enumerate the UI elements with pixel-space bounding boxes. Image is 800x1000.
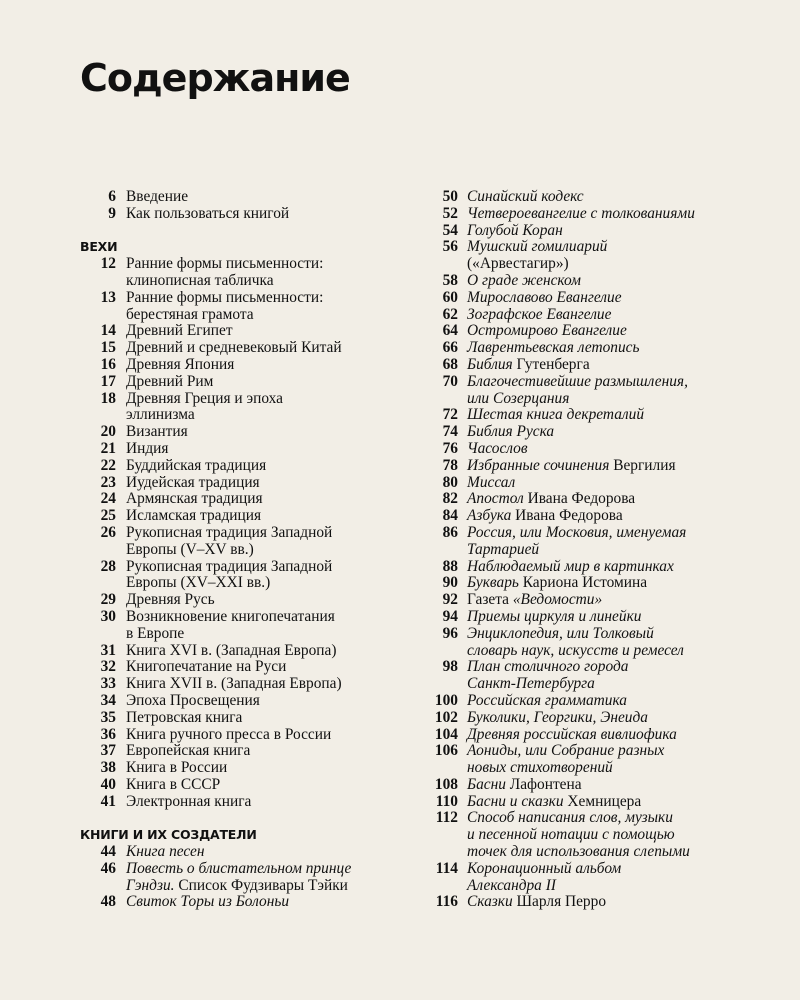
page-number: 112 [435,809,458,827]
entry-title-italic: Четвероевангелие с толкованиями [467,204,695,222]
entry-title: Книга в СССР [126,775,221,793]
entry-title [467,323,790,340]
page-number: 23 [100,473,116,491]
toc-entry [80,609,410,643]
entry-title: Иудейская традиция [126,473,260,491]
page-number: 68 [442,355,458,373]
page-number: 58 [442,271,458,289]
toc-entry [80,643,410,660]
page-number: 70 [442,372,458,390]
toc-entry [80,475,410,492]
entry-title [467,710,790,727]
entry-title [467,374,790,408]
entry-title-italic: Басни [467,775,506,793]
toc-entry [420,743,790,777]
entry-title [467,307,790,324]
toc-entry [80,710,410,727]
page-number: 108 [434,775,458,793]
page-number: 96 [442,624,458,642]
entry-title-italic: Азбука [467,507,512,525]
page-number: 80 [442,473,458,491]
entry-title: Буддийская традиция [126,456,267,474]
entry-title-italic: Синайский кодекс [467,188,584,205]
page-number: 32 [100,658,116,676]
entry-title-italic: Способ написания слов, музыки и песенной нотации с помощью точек для использования слепыми [467,809,690,861]
toc-entry [80,844,410,861]
toc-entry [80,592,410,609]
toc-entry [420,659,790,693]
page-number: 34 [100,691,116,709]
page-number: 82 [442,490,458,508]
entry-title [467,894,790,911]
entry-title: Эпоха Просвещения [126,691,260,709]
page-number: 15 [100,339,116,357]
entry-title: Древняя Япония [126,355,235,373]
toc-entry [80,743,410,760]
toc-entry [420,458,790,475]
toc-entry [80,374,410,391]
toc-entry [420,727,790,744]
toc-entry [80,894,410,911]
entry-title [467,206,790,223]
toc-entry [420,525,790,559]
toc-entry [80,206,410,223]
entry-title-rest: Шарля Перро [512,893,607,911]
page-number: 64 [442,322,458,340]
entry-title [467,727,790,744]
entry-title-italic: Российская грамматика [467,691,627,709]
toc-entry [420,794,790,811]
entry-title-italic: Россия, или Московия, именуемая Тартарией [467,523,687,558]
page-title: Содержание [80,56,350,100]
entry-title [126,844,410,861]
entry-title: Византия [126,423,188,441]
toc-entry [420,777,790,794]
entry-title-italic: Приемы циркуля и линейки [467,607,642,625]
toc-entry [420,894,790,911]
toc-entry [420,508,790,525]
toc-entry [420,475,790,492]
toc-entry [420,710,790,727]
toc-entry [80,458,410,475]
page-number: 13 [100,288,116,306]
toc-entry [420,307,790,324]
toc-entry [80,525,410,559]
page-number: 46 [100,859,116,877]
entry-title-rest: Кариона Истомина [518,574,648,592]
entry-title [467,424,790,441]
toc-right-column [420,189,790,911]
page-number: 25 [100,507,116,525]
entry-title [467,273,790,290]
entry-title-italic: Сказки [467,893,513,911]
books-list [80,844,410,911]
entry-title: Древняя Русь [126,591,215,609]
entry-title-italic: Свиток Торы из Болоньи [126,893,290,911]
entry-title [467,559,790,576]
entry-title: Ранние формы письменности: берестяная грамота [126,288,324,323]
toc-entry [420,273,790,290]
page-number: 106 [434,742,458,760]
entry-title-prefix: Газета [467,591,513,609]
entry-title [467,357,790,374]
page-number: 40 [100,775,116,793]
toc-entry [80,323,410,340]
page-number: 74 [442,423,458,441]
entry-title-italic: Миссал [467,473,516,491]
page-number: 72 [442,406,458,424]
page-number: 12 [100,255,116,273]
toc-entry [80,441,410,458]
page-number: 56 [442,238,458,256]
entry-title: Книга в России [126,759,228,777]
entry-title-italic: Повесть о блистательном принце Гэндзи. [126,859,352,894]
entry-title [467,659,790,693]
entry-title [467,743,790,777]
entry-title: Книгопечатание на Руси [126,658,287,676]
toc-entry [420,407,790,424]
entry-title-italic: Книга песен [126,843,205,861]
entry-title: Древний Рим [126,372,214,390]
entry-title [467,592,790,609]
entry-title: Книга XVI в. (Западная Европа) [126,641,337,659]
toc-entry [80,189,410,206]
page-number: 30 [100,607,116,625]
page-number: 33 [100,675,116,693]
entry-title [467,810,790,860]
entry-title [467,407,790,424]
page-number: 24 [100,490,116,508]
page-number: 29 [100,591,116,609]
entry-title-rest: Список Фудзивары Тэйки [174,876,348,894]
page-number: 6 [108,188,116,205]
toc-entry [420,559,790,576]
entry-title: Индия [126,439,169,457]
page-number: 52 [442,204,458,222]
toc-entry [80,424,410,441]
page-number: 98 [442,658,458,676]
entry-title-italic: Зографское Евангелие [467,305,612,323]
entry-title-rest: («Арвестагир») [467,255,569,273]
page-number: 44 [100,843,116,861]
page-number: 94 [442,607,458,625]
page-number: 54 [442,221,458,239]
page-number: 114 [435,859,458,877]
books-list-continued [420,189,790,911]
toc-entry [420,424,790,441]
entry-title: Книга ручного пресса в России [126,725,332,743]
entry-title-italic: Буколики, Георгики, Энеида [467,708,648,726]
toc-entry [420,374,790,408]
page-number: 31 [100,641,116,659]
entry-title: Рукописная традиция Западной Европы (V–XV вв.) [126,523,333,558]
entry-title-rest: Хемницера [563,792,642,810]
entry-title-italic: Шестая книга декреталий [467,406,645,424]
toc-entry [80,777,410,794]
entry-title-italic: Энциклопедия, или Толковый словарь наук, искусств и ремесел [467,624,684,659]
entry-title: Армянская традиция [126,490,263,508]
page-number: 26 [100,523,116,541]
entry-title-italic: План столичного города Санкт-Петербурга [467,658,629,693]
entry-title [467,239,790,273]
toc-entry [420,290,790,307]
entry-title: Ранние формы письменности: клинописная табличка [126,255,324,289]
page-number: 37 [100,742,116,760]
page-number: 48 [100,893,116,911]
page-number: 76 [442,439,458,457]
page-number: 22 [100,456,116,474]
entry-title [467,458,790,475]
toc-entry [80,508,410,525]
toc-entry [80,794,410,811]
toc-entry [80,693,410,710]
toc-entry [80,760,410,777]
toc-entry [80,290,410,324]
toc-entry [420,223,790,240]
entry-title: Как пользоваться книгой [126,204,290,222]
entry-title-italic: Избранные сочинения [467,456,610,474]
entry-title: Рукописная традиция Западной Европы (XV–XXI вв.) [126,557,333,592]
entry-title-italic: Коронационный альбом Александра II [467,859,622,894]
toc-entry [80,676,410,693]
entry-title [467,290,790,307]
toc-entry [420,340,790,357]
section-heading-milestones: ВЕХИ [80,239,118,255]
toc-entry [420,575,790,592]
entry-title-italic: «Ведомости» [512,591,603,609]
page-number: 28 [100,557,116,575]
entry-title-italic: Аониды, или Собрание разных новых стихотворений [467,742,665,777]
page-number: 17 [100,372,116,390]
entry-title-italic: Апостол [467,490,524,508]
entry-title-italic: Мушский гомилиарий [467,238,608,256]
entry-title: Петровская книга [126,708,243,726]
entry-title: Древний Египет [126,322,233,340]
entry-title: Исламская традиция [126,507,262,525]
entry-title-rest: Вергилия [609,456,676,474]
page-number: 90 [442,574,458,592]
entry-title-italic: Остромирово Евангелие [467,322,627,340]
entry-title: Древняя Греция и эпоха эллинизма [126,389,283,424]
entry-title [467,794,790,811]
entry-title: Возникновение книгопечатания в Европе [126,607,335,642]
toc-entry [80,357,410,374]
toc-entry [420,491,790,508]
intro-list [80,189,410,223]
milestones-list [80,256,410,810]
page-number: 41 [100,792,116,810]
entry-title-italic: Библия [467,355,513,373]
entry-title: Европейская книга [126,742,251,760]
entry-title-italic: Благочестивейшие размышления, или Созерцания [467,372,688,407]
entry-title-italic: Лаврентьевская летопись [467,339,640,357]
toc-entry [80,256,410,290]
page-number: 100 [434,691,458,709]
page-number: 84 [442,507,458,525]
toc-entry [420,592,790,609]
entry-title [467,861,790,895]
page-number: 20 [100,423,116,441]
entry-title: Электронная книга [126,792,252,810]
page-number: 66 [442,339,458,357]
page-number: 14 [100,322,116,340]
entry-title [467,508,790,525]
entry-title-italic: Голубой Коран [467,221,563,239]
toc-left-column [80,189,410,911]
page-number: 116 [435,893,458,911]
page-number: 110 [435,792,458,810]
toc-entry [80,340,410,357]
toc-entry [420,206,790,223]
toc-entry [420,626,790,660]
toc-entry [420,609,790,626]
entry-title [467,777,790,794]
entry-title [126,894,410,911]
entry-title [467,491,790,508]
toc-entry [80,391,410,425]
entry-title [467,189,790,206]
page-number: 92 [442,591,458,609]
entry-title [467,626,790,660]
entry-title [467,340,790,357]
entry-title-rest: Гутенберга [512,355,590,373]
toc-entry [80,727,410,744]
toc-entry [420,810,790,860]
entry-title-rest: Ивана Федорова [511,507,623,525]
toc-entry [420,861,790,895]
toc-entry [420,323,790,340]
entry-title-italic: Наблюдаемый мир в картинках [467,557,674,575]
section-heading-books: КНИГИ И ИХ СОЗДАТЕЛИ [80,827,257,843]
page-number: 38 [100,759,116,777]
page-number: 18 [100,389,116,407]
entry-title-italic: О граде женском [467,271,581,289]
entry-title [467,475,790,492]
page-number: 60 [442,288,458,306]
entry-title: Древний и средневековый Китай [126,339,342,357]
entry-title-rest: Лафонтена [505,775,582,793]
page-number: 50 [442,188,458,205]
page-number: 102 [434,708,458,726]
entry-title-rest: Ивана Федорова [523,490,636,508]
toc-entry [80,659,410,676]
toc-entry [420,239,790,273]
page-number: 9 [108,204,116,222]
page-number: 35 [100,708,116,726]
page-number: 21 [100,439,116,457]
page-number: 104 [434,725,458,743]
toc-entry [80,559,410,593]
page-number: 62 [442,305,458,323]
entry-title: Введение [126,188,189,205]
toc-entry [420,357,790,374]
entry-title-italic: Букварь [467,574,519,592]
entry-title [467,525,790,559]
page-number: 78 [442,456,458,474]
toc-entry [80,491,410,508]
page-number: 36 [100,725,116,743]
toc-entry [420,693,790,710]
entry-title [467,441,790,458]
entry-title [467,693,790,710]
page-number: 88 [442,557,458,575]
entry-title [467,575,790,592]
entry-title [126,861,410,895]
entry-title [467,609,790,626]
toc-entry [420,441,790,458]
page-number: 86 [442,523,458,541]
entry-title [467,223,790,240]
toc-entry [80,861,410,895]
entry-title-italic: Мирославово Евангелие [467,288,622,306]
entry-title-italic: Часослов [467,439,528,457]
toc-entry [420,189,790,206]
page-number: 16 [100,355,116,373]
entry-title-italic: Библия Руска [467,423,555,441]
entry-title: Книга XVII в. (Западная Европа) [126,675,342,693]
entry-title-italic: Басни и сказки [467,792,564,810]
entry-title-italic: Древняя российская вивлиофика [467,725,677,743]
